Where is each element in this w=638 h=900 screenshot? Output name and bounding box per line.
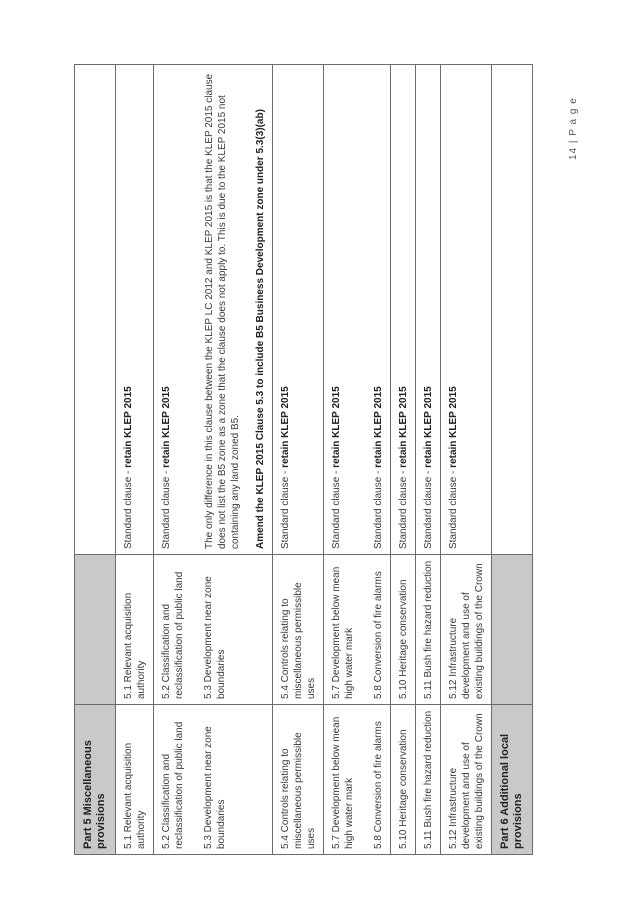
clause-label: 5.1 Relevant acquisition authority xyxy=(123,592,147,699)
section-header-blank xyxy=(75,65,116,555)
table-row xyxy=(441,65,492,855)
table-row xyxy=(116,65,154,855)
clause-comment: Standard clause - xyxy=(423,467,434,549)
clause-comment: Standard clause - xyxy=(280,467,291,549)
section-header-blank xyxy=(492,65,533,555)
clause-comment: Standard clause - xyxy=(161,467,172,549)
clause-label: 5.3 Development near zone boundaries xyxy=(203,726,227,849)
section-heading-part5: Part 5 Miscellaneous provisions xyxy=(75,705,116,855)
section-heading-part6: Part 6 Additional local provisions xyxy=(492,705,533,855)
clause-comment: Standard clause - xyxy=(373,467,384,549)
clause-recommendation: retain KLEP 2015 xyxy=(398,386,409,468)
section-header-spacer xyxy=(75,555,116,705)
clause-label: 5.10 Heritage conservation xyxy=(398,729,409,849)
section-header-row xyxy=(492,65,533,855)
clause-label: 5.7 Development below mean high water mark xyxy=(331,716,355,849)
table-row xyxy=(324,65,391,855)
clause-label: 5.10 Heritage conservation xyxy=(398,579,409,699)
section-header-spacer xyxy=(492,555,533,705)
page-number: 14 | P a g e xyxy=(568,97,579,160)
clause-recommendation: retain KLEP 2015 xyxy=(373,386,384,468)
table-row xyxy=(154,65,273,855)
clause-label: 5.4 Controls relating to miscellaneous permissible uses xyxy=(280,582,317,699)
clause-label: 5.8 Conversion of fire alarms xyxy=(373,721,384,849)
clause-label: 5.4 Controls relating to miscellaneous permissible uses xyxy=(280,732,317,849)
clause-label: 5.11 Bush fire hazard reduction xyxy=(423,710,434,849)
section-header-row xyxy=(75,65,116,855)
clause-comment: Standard clause - xyxy=(448,467,459,549)
clause-recommendation: retain KLEP 2015 xyxy=(423,386,434,468)
table-row xyxy=(273,65,324,855)
clause-label: 5.8 Conversion of fire alarms xyxy=(373,571,384,699)
provisions-table xyxy=(74,64,533,855)
clause-comment: Standard clause - xyxy=(398,467,409,549)
clause-label: 5.3 Development near zone boundaries xyxy=(203,576,227,699)
clause-recommendation: retain KLEP 2015 xyxy=(123,386,134,468)
clause-recommendation: retain KLEP 2015 xyxy=(280,386,291,468)
clause-label: 5.1 Relevant acquisition authority xyxy=(123,742,147,849)
clause-recommendation: retain KLEP 2015 xyxy=(448,386,459,468)
clause-label: 5.2 Classification and reclassification of public land xyxy=(161,721,185,849)
clause-label: 5.12 Infrastructure development and use of existing buildings of the Crown xyxy=(448,563,485,699)
table-row xyxy=(391,65,416,855)
clause-label: 5.2 Classification and reclassification of public land xyxy=(161,571,185,699)
clause-comment: Standard clause - xyxy=(331,467,342,549)
clause-recommendation: retain KLEP 2015 xyxy=(331,386,342,468)
clause-label: 5.7 Development below mean high water mark xyxy=(331,566,355,699)
clause-comment: Standard clause - xyxy=(123,467,134,549)
clause-explanation: The only difference in this clause between the KLEP LC 2012 and KLEP 2015 is that the KLEP 2015 clause does not list the B5 zone as a zone that the clause does not apply to. This is due to the KLEP 2015 not containing any land zoned B5. xyxy=(204,73,241,549)
rotated-page-content xyxy=(74,65,534,855)
clause-recommendation: retain KLEP 2015 xyxy=(161,386,172,468)
clause-amendment: Amend the KLEP 2015 Clause 5.3 to include B5 Business Development zone under 5.3(3)(ab) xyxy=(255,109,266,549)
clause-label: 5.11 Bush fire hazard reduction xyxy=(423,560,434,699)
clause-label: 5.12 Infrastructure development and use of existing buildings of the Crown xyxy=(448,713,485,849)
table-row xyxy=(416,65,441,855)
